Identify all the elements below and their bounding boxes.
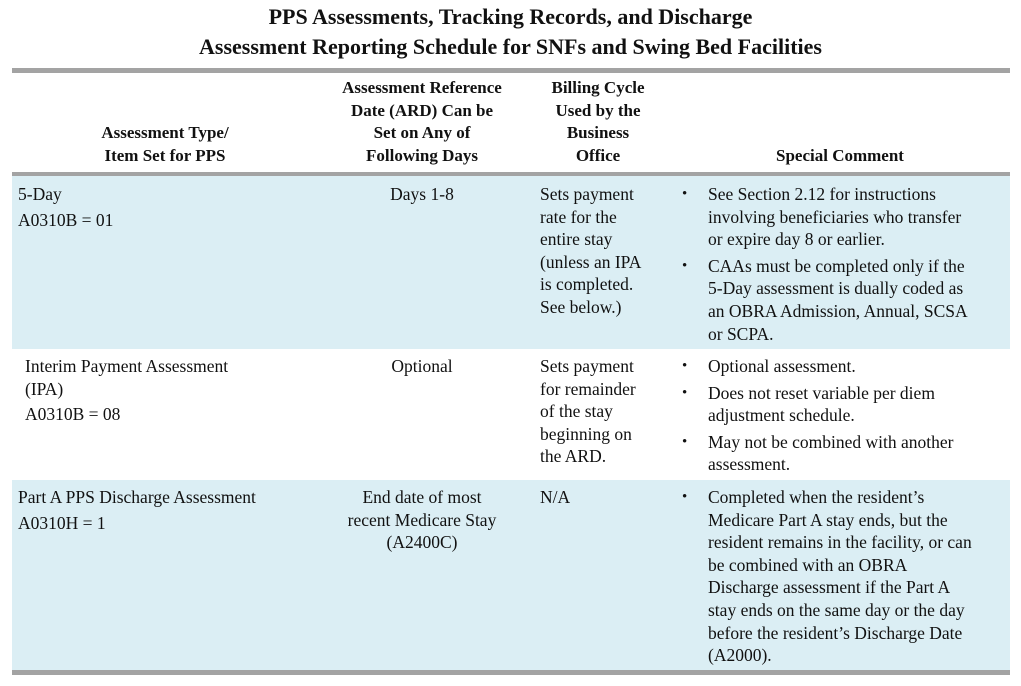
header-billing-cycle (523, 77, 673, 167)
cell-line: recent Medicare Stay (347, 509, 497, 530)
header-ard (322, 77, 522, 167)
comment-line: • May not be combined with another (708, 431, 954, 452)
comment-line: before the resident’s Discharge Date (708, 622, 963, 643)
cell-line: Interim Payment Assessment (25, 356, 229, 376)
cell-line: A0310B = 01 (18, 209, 114, 230)
cell-line: (unless an IPA (540, 251, 642, 272)
header-line: Following Days (366, 145, 478, 165)
header-line: Set on Any of (373, 123, 471, 142)
comment-item (682, 431, 1007, 476)
header-line: Assessment Type/ (101, 123, 229, 142)
row1-comments (682, 183, 1007, 349)
table-bottom-rule (12, 670, 1010, 675)
comment-line: • Does not reset variable per diem (708, 382, 935, 403)
cell-line: (IPA) (25, 378, 64, 399)
comment-line: 5-Day assessment is dually coded as (708, 278, 964, 299)
comment-line: Medicare Part A stay ends, but the (708, 509, 948, 530)
row3-billing (540, 486, 680, 509)
comment-line: stay ends on the same day or the day (708, 599, 965, 620)
header-line: Used by the (555, 100, 641, 120)
comment-line: assessment. (708, 454, 791, 475)
header-line: Date (ARD) Can be (350, 100, 494, 120)
comment-line: resident remains in the facility, or can (708, 532, 972, 553)
header-assessment-type (55, 122, 275, 167)
comment-line: adjustment schedule. (708, 405, 855, 426)
cell-line: N/A (540, 487, 571, 507)
row2-billing (540, 355, 680, 468)
comment-line: • Optional assessment. (708, 356, 856, 376)
comment-item (682, 183, 1007, 251)
comment-line: Discharge assessment if the Part A (708, 577, 951, 598)
page-title: PPS Assessments, Tracking Records, and Discharge (268, 4, 753, 29)
cell-line: is completed. (540, 274, 634, 295)
cell-line: the ARD. (540, 446, 607, 467)
row1-billing (540, 183, 680, 319)
comment-item (682, 486, 1007, 667)
comment-line: involving beneficiaries who transfer (708, 206, 962, 227)
row3-assessment-type (18, 486, 318, 534)
row2-assessment-type (25, 355, 305, 426)
comment-line: • CAAs must be completed only if the (708, 255, 965, 276)
comment-item (682, 355, 1007, 378)
table-top-rule (12, 68, 1010, 73)
cell-line: entire stay (540, 229, 613, 250)
cell-line: A0310H = 1 (18, 512, 106, 533)
cell-line: rate for the (540, 206, 617, 227)
row1-ard (322, 183, 522, 206)
row3-comments (682, 486, 1007, 671)
cell-line: End date of most (362, 487, 482, 507)
header-special-comment: Special Comment (776, 146, 904, 165)
cell-line: Days 1-8 (390, 184, 454, 204)
header-line: Business (566, 123, 630, 142)
cell-line: of the stay (540, 401, 613, 422)
cell-line: A0310B = 08 (25, 404, 121, 425)
comment-line: • See Section 2.12 for instructions (708, 184, 936, 204)
row1-assessment-type (18, 183, 298, 231)
page-subtitle: Assessment Reporting Schedule for SNFs and Swing Bed Facilities (199, 34, 822, 59)
row2-ard (322, 355, 522, 378)
header-line: Item Set for PPS (104, 145, 226, 165)
comment-item (682, 255, 1007, 345)
comment-item (682, 382, 1007, 427)
comment-line: (A2000). (708, 645, 772, 666)
header-line: Office (575, 145, 621, 165)
cell-line: Optional (391, 356, 453, 376)
row3-ard (322, 486, 522, 554)
header-line: Billing Cycle (551, 78, 645, 97)
comment-line: or SCPA. (708, 323, 774, 344)
comment-line: be combined with an OBRA (708, 554, 908, 575)
comment-line: an OBRA Admission, Annual, SCSA (708, 300, 968, 321)
cell-line: Sets payment (540, 184, 634, 204)
cell-line: 5-Day (18, 184, 62, 204)
comment-line: or expire day 8 or earlier. (708, 229, 885, 250)
cell-line: Sets payment (540, 356, 634, 376)
cell-line: (A2400C) (386, 532, 458, 553)
cell-line: See below.) (540, 296, 622, 317)
cell-line: Part A PPS Discharge Assessment (18, 487, 256, 507)
cell-line: beginning on (540, 423, 632, 444)
row2-comments (682, 355, 1007, 480)
comment-line: • Completed when the resident’s (708, 487, 925, 507)
header-line: Assessment Reference (342, 78, 502, 97)
cell-line: for remainder (540, 378, 636, 399)
